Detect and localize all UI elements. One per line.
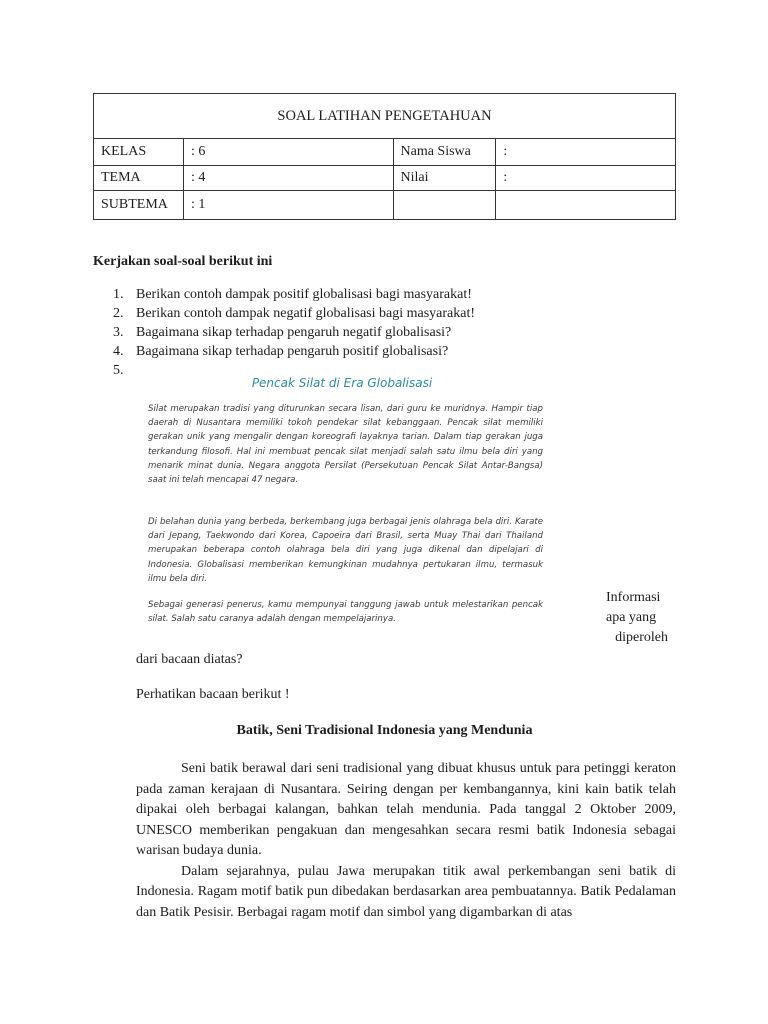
question-text: Berikan contoh dampak positif globalisasi bagi masyarakat! bbox=[136, 287, 472, 302]
subtema-value: : 1 bbox=[183, 191, 393, 220]
reading-prompt: Perhatikan bacaan berikut ! bbox=[136, 687, 290, 702]
header-table bbox=[93, 93, 676, 220]
question-number: 2. bbox=[113, 306, 124, 321]
question-number: 1. bbox=[113, 287, 124, 302]
nilai-value: : bbox=[496, 166, 676, 191]
question-5-line: apa yang bbox=[606, 610, 657, 625]
article-paragraph: Dalam sejarahnya, pulau Jawa merupakan titik awal perkembangan seni batik di Indonesia. Ragam motif batik pun dibedakan berdasarkan area pembuatannya. Batik Pedalaman dan Batik Pesisir. Berbagai ragam motif dan simbol yang digambarkan di atas bbox=[136, 863, 676, 920]
kelas-value: : 6 bbox=[183, 139, 393, 166]
article-body bbox=[136, 759, 676, 923]
article-paragraph: Seni batik berawal dari seni tradisional yang dibuat khusus untuk para petinggi keraton pada zaman kerajaan di Nusantara. Seiring dengan per kembangannya, kini kain batik telah dipakai oleh berbagai kalangan, bahkan telah mendunia. Pada tanggal 2 Oktober 2009, UNESCO memberikan pengakuan dan mengesahkan secara resmi batik Indonesia sebagai warisan budaya dunia. bbox=[136, 761, 676, 858]
instruction: Kerjakan soal-soal berikut ini bbox=[93, 254, 273, 269]
table-row bbox=[94, 166, 676, 191]
question-number: 3. bbox=[113, 325, 124, 340]
excerpt-image bbox=[138, 372, 546, 632]
subtema-label: SUBTEMA bbox=[94, 191, 184, 220]
empty-cell bbox=[393, 191, 496, 220]
tema-value: : 4 bbox=[183, 166, 393, 191]
tema-label: TEMA bbox=[94, 166, 184, 191]
excerpt-paragraph: Sebagai generasi penerus, kamu mempunyai tanggung jawab untuk melestarikan pencak silat. Salah satu caranya adalah dengan mempelajarinya. bbox=[148, 600, 543, 625]
question-text: Bagaimana sikap terhadap pengaruh negatif globalisasi? bbox=[136, 325, 452, 340]
list-item bbox=[93, 323, 653, 342]
excerpt-title: Pencak Silat di Era Globalisasi bbox=[251, 376, 433, 390]
question-number: 5. bbox=[113, 363, 124, 378]
question-5-continuation: dari bacaan diatas? bbox=[136, 652, 243, 667]
question-text: Berikan contoh dampak negatif globalisasi bagi masyarakat! bbox=[136, 306, 476, 321]
question-number: 4. bbox=[113, 344, 124, 359]
question-5-line: Informasi bbox=[606, 590, 661, 605]
article-title: Batik, Seni Tradisional Indonesia yang Mendunia bbox=[236, 723, 533, 738]
worksheet-title: SOAL LATIHAN PENGETAHUAN bbox=[94, 94, 676, 139]
nilai-label: Nilai bbox=[393, 166, 496, 191]
list-item bbox=[93, 285, 653, 304]
nama-siswa-label: Nama Siswa bbox=[393, 139, 496, 166]
excerpt-paragraph: Silat merupakan tradisi yang diturunkan secara lisan, dari guru ke muridnya. Hampir tiap daerah di Nusantara memiliki tokoh pendekar silat kebanggaan. Pencak silat memiliki gerakan unik yang mengalir dengan koreografi layaknya tarian. Dalam tiap gerakan juga terkandung filosofi. Hal ini membuat pencak silat menjadi salah satu ilmu bela diri yang menarik minat dunia. Negara anggota Persilat (Persekutuan Pencak Silat Antar-Bangsa) saat ini telah mencapai 47 negara. bbox=[148, 404, 543, 486]
nama-siswa-value: : bbox=[496, 139, 676, 166]
question-list bbox=[93, 285, 653, 380]
excerpt-paragraph: Di belahan dunia yang berbeda, berkembang juga berbagai jenis olahraga bela diri. Karate dari Jepang, Taekwondo dari Korea, Capoeira dari Brasil, serta Muay Thai dari Thailand merupakan beberapa contoh olahraga bela diri yang juga dikenal dan dipelajari di Indonesia. Globalisasi memberikan kemungkinan mudahnya pertukaran ilmu, termasuk ilmu bela diri. bbox=[148, 517, 543, 584]
question-text: Bagaimana sikap terhadap pengaruh positif globalisasi? bbox=[136, 344, 449, 359]
question-5-line: diperoleh bbox=[615, 630, 668, 645]
table-row bbox=[94, 191, 676, 220]
kelas-label: KELAS bbox=[94, 139, 184, 166]
list-item bbox=[93, 342, 653, 361]
empty-cell bbox=[496, 191, 676, 220]
table-row bbox=[94, 139, 676, 166]
question-5-text bbox=[606, 588, 668, 648]
list-item bbox=[93, 304, 653, 323]
